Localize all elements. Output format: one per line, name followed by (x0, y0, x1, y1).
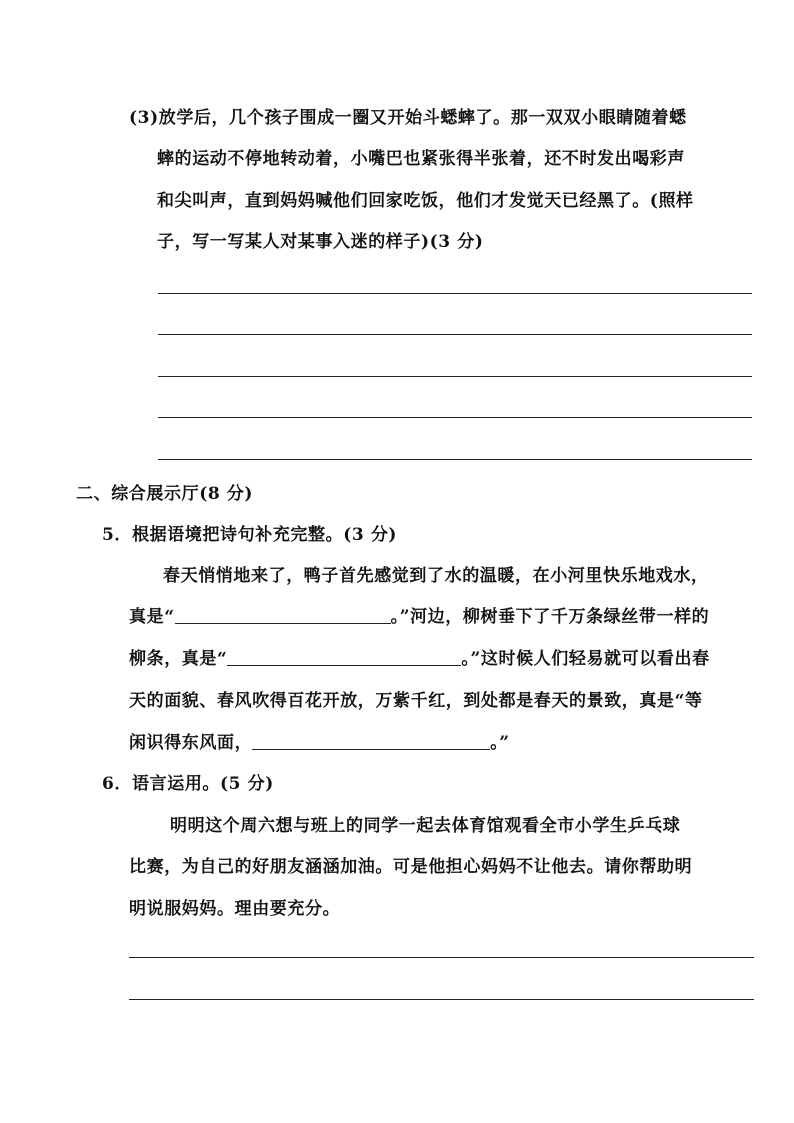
q3-answer-line-1[interactable] (158, 293, 752, 294)
q6-title: 6．语言运用。(5 分) (102, 774, 274, 794)
q6-answer-line-1[interactable] (129, 957, 754, 958)
q3-line-3: 和尖叫声，直到妈妈喊他们回家吃饭，他们才发觉天已经黑了。(照样 (157, 191, 694, 211)
poem-blank-3[interactable] (252, 731, 490, 750)
q3-line-1: (3)放学后，几个孩子围成一圈又开始斗蟋蟀了。那一双双小眼睛随着蟋 (129, 108, 687, 128)
q3-answer-line-5[interactable] (158, 459, 752, 460)
q3-line-4: 子，写一写某人对某事入迷的样子)(3 分) (157, 232, 484, 252)
q3-answer-line-4[interactable] (158, 417, 752, 418)
q5-title: 5．根据语境把诗句补充完整。(3 分) (102, 525, 398, 545)
q6-para-line-1: 明明这个周六想与班上的同学一起去体育馆观看全市小学生乒乓球 (170, 816, 681, 836)
q6-para-line-2: 比赛，为自己的好朋友涵涵加油。可是他担心妈妈不让他去。请你帮助明 (129, 857, 693, 877)
section-title: 二、综合展示厅(8 分) (76, 484, 254, 504)
q5-text-before-blank-3: 闲识得东风面， (129, 733, 253, 753)
q5-para-line-5 (129, 731, 510, 755)
q3-line-2: 蟀的运动不停地转动着，小嘴巴也紧张得半张着，还不时发出喝彩声 (157, 149, 685, 169)
poem-blank-1[interactable] (175, 605, 391, 624)
q5-para-line-1: 春天悄悄地来了，鸭子首先感觉到了水的温暖，在小河里快乐地戏水， (163, 566, 709, 586)
q6-answer-line-2[interactable] (129, 999, 754, 1000)
q3-answer-line-3[interactable] (158, 376, 752, 377)
q5-para-line-2 (129, 605, 709, 629)
q5-text-after-blank-3: 。” (490, 733, 510, 753)
q6-para-line-3: 明说服妈妈。理由要充分。 (129, 899, 341, 919)
q3-answer-line-2[interactable] (158, 334, 752, 335)
q5-text-after-blank-1: 。”河边，柳树垂下了千万条绿丝带一样的 (390, 607, 710, 627)
q5-para-line-4: 天的面貌、春风吹得百花开放，万紫千红，到处都是春天的景致，真是“等 (129, 691, 703, 711)
poem-blank-2[interactable] (227, 647, 461, 666)
q5-text-before-blank-1: 真是“ (129, 607, 175, 627)
q5-text-after-blank-2: 。”这时候人们轻易就可以看出春 (461, 649, 710, 669)
q5-text-before-blank-2: 柳条，真是“ (129, 649, 228, 669)
q5-para-line-3 (129, 647, 710, 671)
